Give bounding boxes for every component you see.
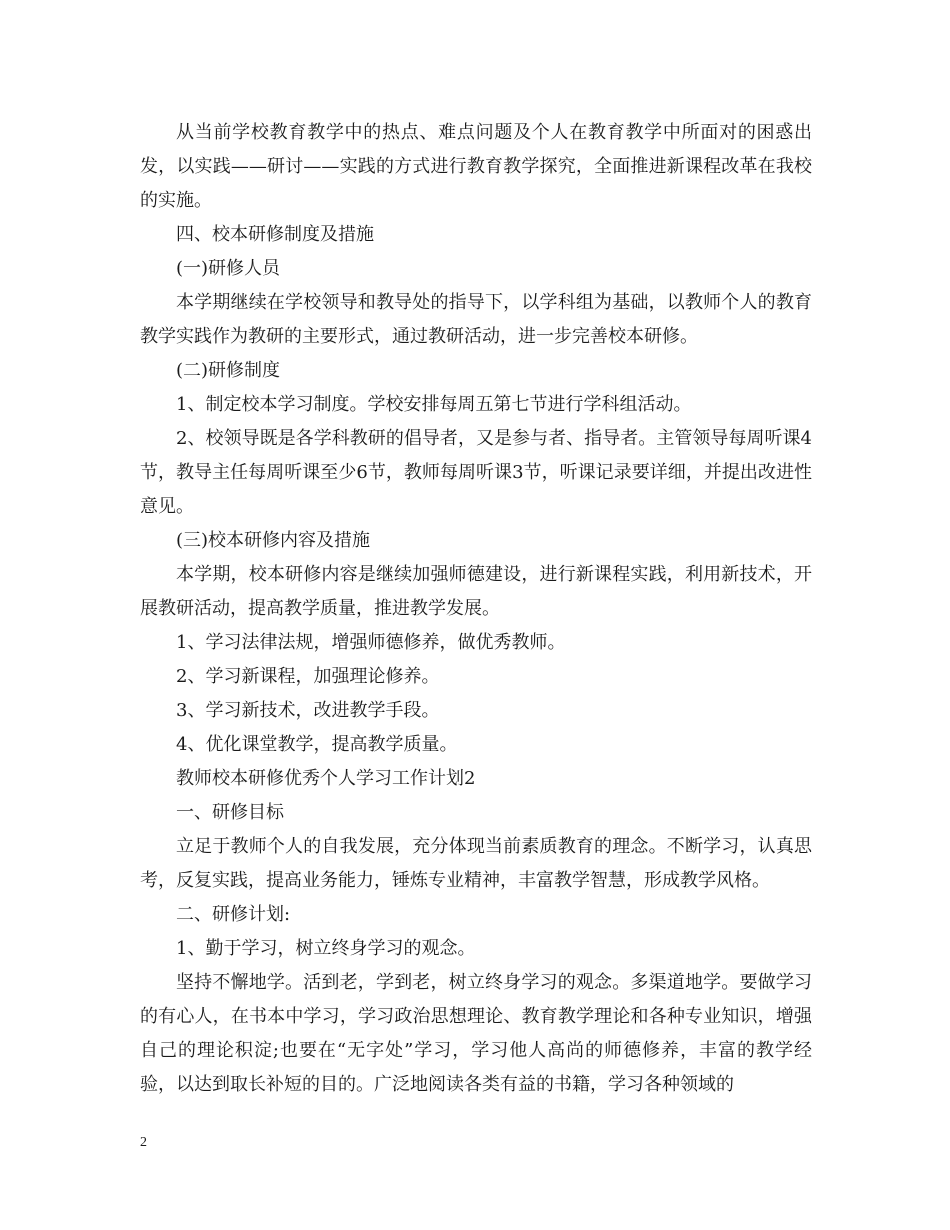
paragraph: 从当前学校教育教学中的热点、难点问题及个人在教育教学中所面对的困惑出发，以实践——研讨——实践的方式进行教育教学探究，全面推进新课程改革在我校的实施。 bbox=[140, 122, 812, 211]
section-heading: 一、研修目标 bbox=[176, 802, 284, 823]
list-item: 2、学习新课程，加强理论修养。 bbox=[176, 666, 440, 687]
subsection-heading: (一)研修人员 bbox=[176, 258, 281, 279]
paragraph: 坚持不懈地学。活到老，学到老，树立终身学习的观念。多渠道地学。要做学习的有心人，在书本中学习，学习政治思想理论、教育教学理论和各种专业知识，增强自己的理论积淀;也要在“无字处”学习，学习他人高尚的师德修养，丰富的教学经验，以达到取长补短的目的。广泛地阅读各类有益的书籍，学习各种领域的 bbox=[140, 972, 812, 1095]
document-subtitle: 教师校本研修优秀个人学习工作计划2 bbox=[176, 768, 476, 789]
subsection-heading: (二)研修制度 bbox=[176, 360, 281, 381]
list-item: 1、勤于学习，树立终身学习的观念。 bbox=[176, 938, 476, 959]
list-item: 4、优化课堂教学，提高教学质量。 bbox=[176, 734, 458, 755]
page-number: 2 bbox=[140, 1135, 147, 1150]
subsection-heading: (三)校本研修内容及措施 bbox=[176, 530, 371, 551]
list-item: 2、校领导既是各学科教研的倡导者，又是参与者、指导者。主管领导每周听课4节，教导主任每周听课至少6节，教师每周听课3节，听课记录要详细，并提出改进性意见。 bbox=[140, 428, 812, 517]
paragraph: 立足于教师个人的自我发展，充分体现当前素质教育的理念。不断学习，认真思考，反复实践，提高业务能力，锤炼专业精神，丰富教学智慧，形成教学风格。 bbox=[140, 836, 812, 891]
paragraph: 本学期，校本研修内容是继续加强师德建设，进行新课程实践，利用新技术，开展教研活动，提高教学质量，推进教学发展。 bbox=[140, 564, 812, 619]
section-heading: 二、研修计划: bbox=[176, 904, 291, 925]
section-heading: 四、校本研修制度及措施 bbox=[176, 224, 374, 245]
list-item: 1、制定校本学习制度。学校安排每周五第七节进行学科组活动。 bbox=[176, 394, 692, 415]
document-body bbox=[140, 116, 812, 1102]
list-item: 3、学习新技术，改进教学手段。 bbox=[176, 700, 440, 721]
paragraph: 本学期继续在学校领导和教导处的指导下，以学科组为基础，以教师个人的教育教学实践作为教研的主要形式，通过教研活动，进一步完善校本研修。 bbox=[140, 292, 812, 347]
list-item: 1、学习法律法规，增强师德修养，做优秀教师。 bbox=[176, 632, 566, 653]
